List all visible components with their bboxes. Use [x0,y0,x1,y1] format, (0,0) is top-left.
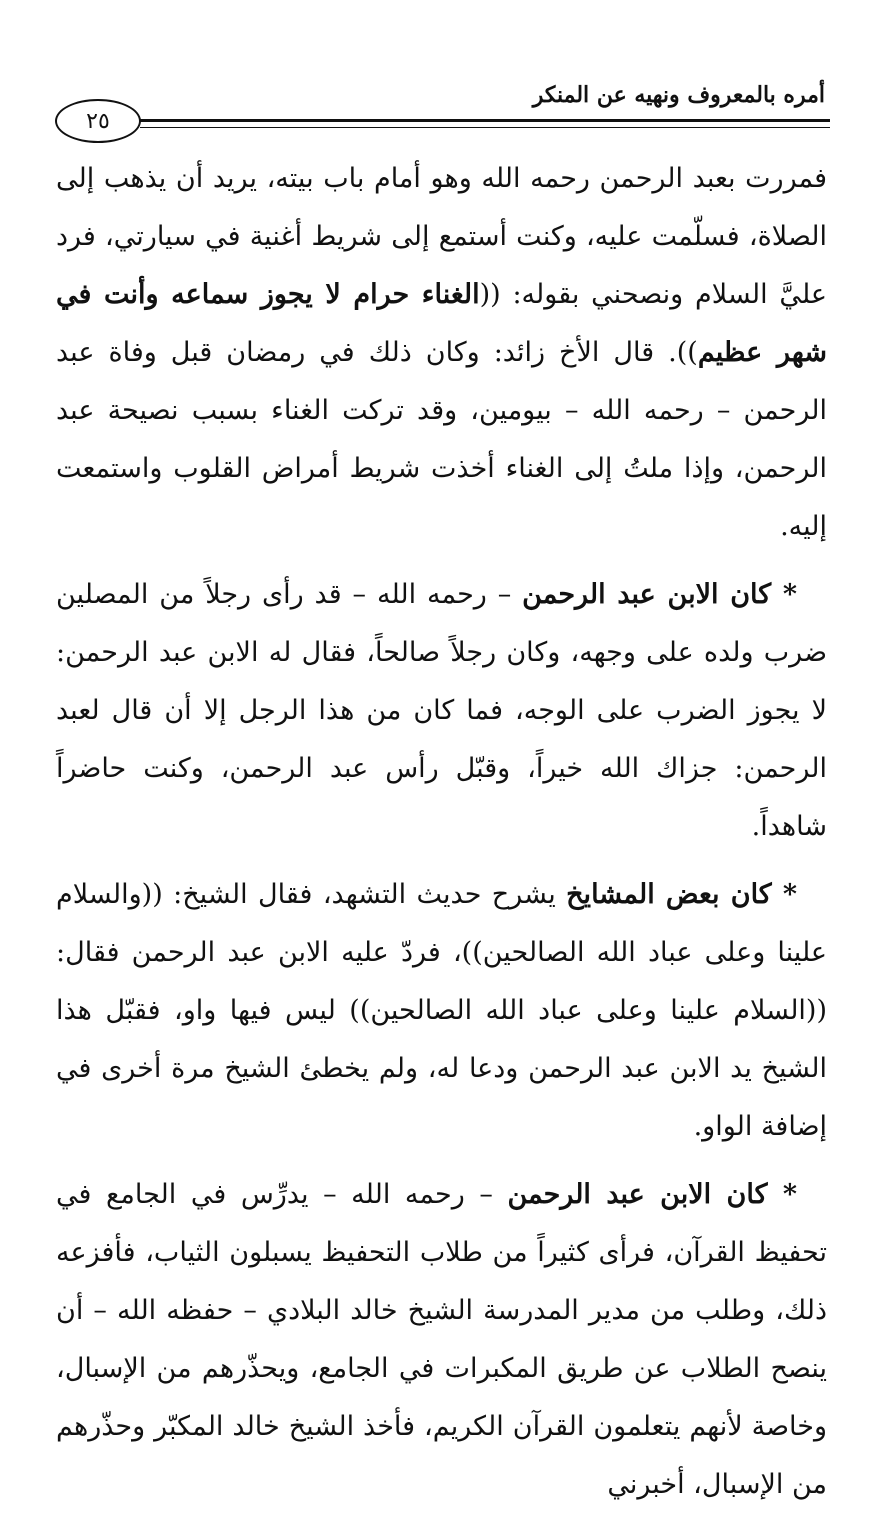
paragraph-2 [56,566,827,856]
paragraph-text: )). قال الأخ زائد: وكان ذلك في رمضان قبل وفاة عبد الرحمن – رحمه الله – بيومين، وقد تركت الغناء بسبب نصيحة عبد الرحمن، وإذا ملتُ إلى الغناء أخذت شريط أمراض القلوب واستمعت إليه. [56,337,827,542]
page-number-badge [55,99,141,143]
running-header-title: أمره بالمعروف ونهيه عن المنكر [532,82,825,108]
paragraph-text: يشرح حديث التشهد، فقال الشيخ: ((والسلام علينا وعلى عباد الله الصالحين))، فردّ عليه الابن عبد الرحمن فقال: ((السلام علينا وعلى عباد الله الصالحين)) ليس فيها واو، فقبّل هذا الشيخ يد الابن عبد الرحمن ودعا له، ولم يخطئ الشيخ مرة أخرى في إضافة الواو. [56,879,827,1142]
page-number: ٢٥ [86,108,110,134]
paragraph-4 [56,1166,827,1514]
bullet-star: * [771,879,798,910]
paragraph-1 [56,150,827,556]
paragraph-3 [56,866,827,1156]
bold-lead: كان الابن عبد الرحمن [507,1179,768,1210]
bullet-star: * [771,579,797,610]
bullet-star: * [767,1179,797,1210]
paragraph-text: – رحمه الله – قد رأى رجلاً من المصلين ضرب ولده على وجهه، وكان رجلاً صالحاً، فقال له الابن عبد الرحمن: لا يجوز الضرب على الوجه، فما كان من هذا الرجل إلا أن قال لعبد الرحمن: جزاك الله خيراً، وقبّل رأس عبد الرحمن، وكنت حاضراً شاهداً. [56,579,827,842]
header-rule-thick [130,119,830,122]
bold-lead: كان بعض المشايخ [566,879,772,910]
header-rule-thin [140,127,830,128]
bold-lead: كان الابن عبد الرحمن [522,579,772,610]
bold-quote: الغناء حرام لا يجوز سماعه وأنت في شهر عظيم [56,279,827,368]
paragraph-text: فمررت بعبد الرحمن رحمه الله وهو أمام باب بيته، يريد أن يذهب إلى الصلاة، فسلّمت عليه، وكنت أستمع إلى شريط أغنية في سيارتي، فرد عليَّ السلام ونصحني بقوله: (( [56,163,827,310]
body-text [56,150,827,1524]
paragraph-text: – رحمه الله – يدرِّس في الجامع في تحفيظ القرآن، فرأى كثيراً من طلاب التحفيظ يسبلون الثياب، فأفزعه ذلك، وطلب من مدير المدرسة الشيخ خالد البلادي – حفظه الله – أن ينصح الطلاب عن طريق المكبرات في الجامع، ويحذّرهم من الإسبال، وخاصة لأنهم يتعلمون القرآن الكريم، فأخذ الشيخ خالد المكبّر وحذّرهم من الإسبال، أخبرني [56,1179,827,1500]
